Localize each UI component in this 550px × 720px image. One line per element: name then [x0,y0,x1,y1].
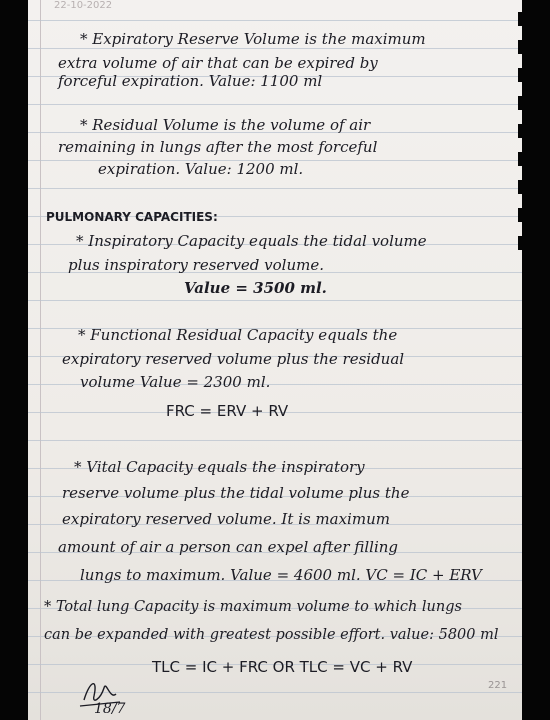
frc-formula: FRC = ERV + RV [166,402,289,420]
binder-hole [518,152,522,166]
vc-line-1: * Vital Capacity equals the inspiratory [74,458,365,476]
page-number: 221 [488,680,508,691]
tlc-line-1: * Total lung Capacity is maximum volume to which lungs [44,599,462,615]
margin-line [40,0,41,720]
vc-line-4: amount of air a person can expel after filling [58,538,399,556]
pulmonary-capacities-heading: PULMONARY CAPACITIES: [46,210,218,224]
binder-hole [518,40,522,54]
tlc-line-2: can be expanded with greatest possible effort. value: 5800 ml [44,627,499,643]
frc-line-1: * Functional Residual Capacity equals the [78,326,398,344]
ruled-line [28,104,522,105]
ruled-line [28,300,522,301]
binder-hole [518,180,522,194]
erv-line-2: extra volume of air that can be expired by [58,54,378,72]
binder-hole [518,236,522,250]
notebook-page [28,0,522,720]
frc-line-2: expiratory reserved volume plus the residual [62,350,405,368]
ruled-line [28,48,522,49]
signature-date: 18/7 [94,701,126,717]
erv-line-3: forceful expiration. Value: 1100 ml [58,72,323,90]
ruled-line [28,440,522,441]
ic-line-3: Value = 3500 ml. [184,279,327,297]
vc-line-2: reserve volume plus the tidal volume plus the [62,484,410,502]
binder-hole [518,124,522,138]
rv-line-2: remaining in lungs after the most forceful [58,138,378,156]
binder-hole [518,68,522,82]
binder-hole [518,208,522,222]
erv-line-1: * Expiratory Reserve Volume is the maximum [80,30,426,48]
vc-line-5: lungs to maximum. Value = 4600 ml. VC = IC + ERV [80,566,482,584]
frc-line-3: volume Value = 2300 ml. [80,373,271,391]
rv-line-3: expiration. Value: 1200 ml. [98,160,304,178]
binder-hole [518,12,522,26]
ic-line-2: plus inspiratory reserved volume. [68,256,325,274]
ruled-line [28,20,522,21]
ruled-line [28,188,522,189]
vc-line-3: expiratory reserved volume. It is maximum [62,510,390,528]
binder-hole [518,96,522,110]
page-header-date: 22-10-2022 [54,0,113,11]
rv-line-1: * Residual Volume is the volume of air [80,116,371,134]
ic-line-1: * Inspiratory Capacity equals the tidal volume [76,232,427,250]
tlc-formula: TLC = IC + FRC OR TLC = VC + RV [152,658,413,676]
